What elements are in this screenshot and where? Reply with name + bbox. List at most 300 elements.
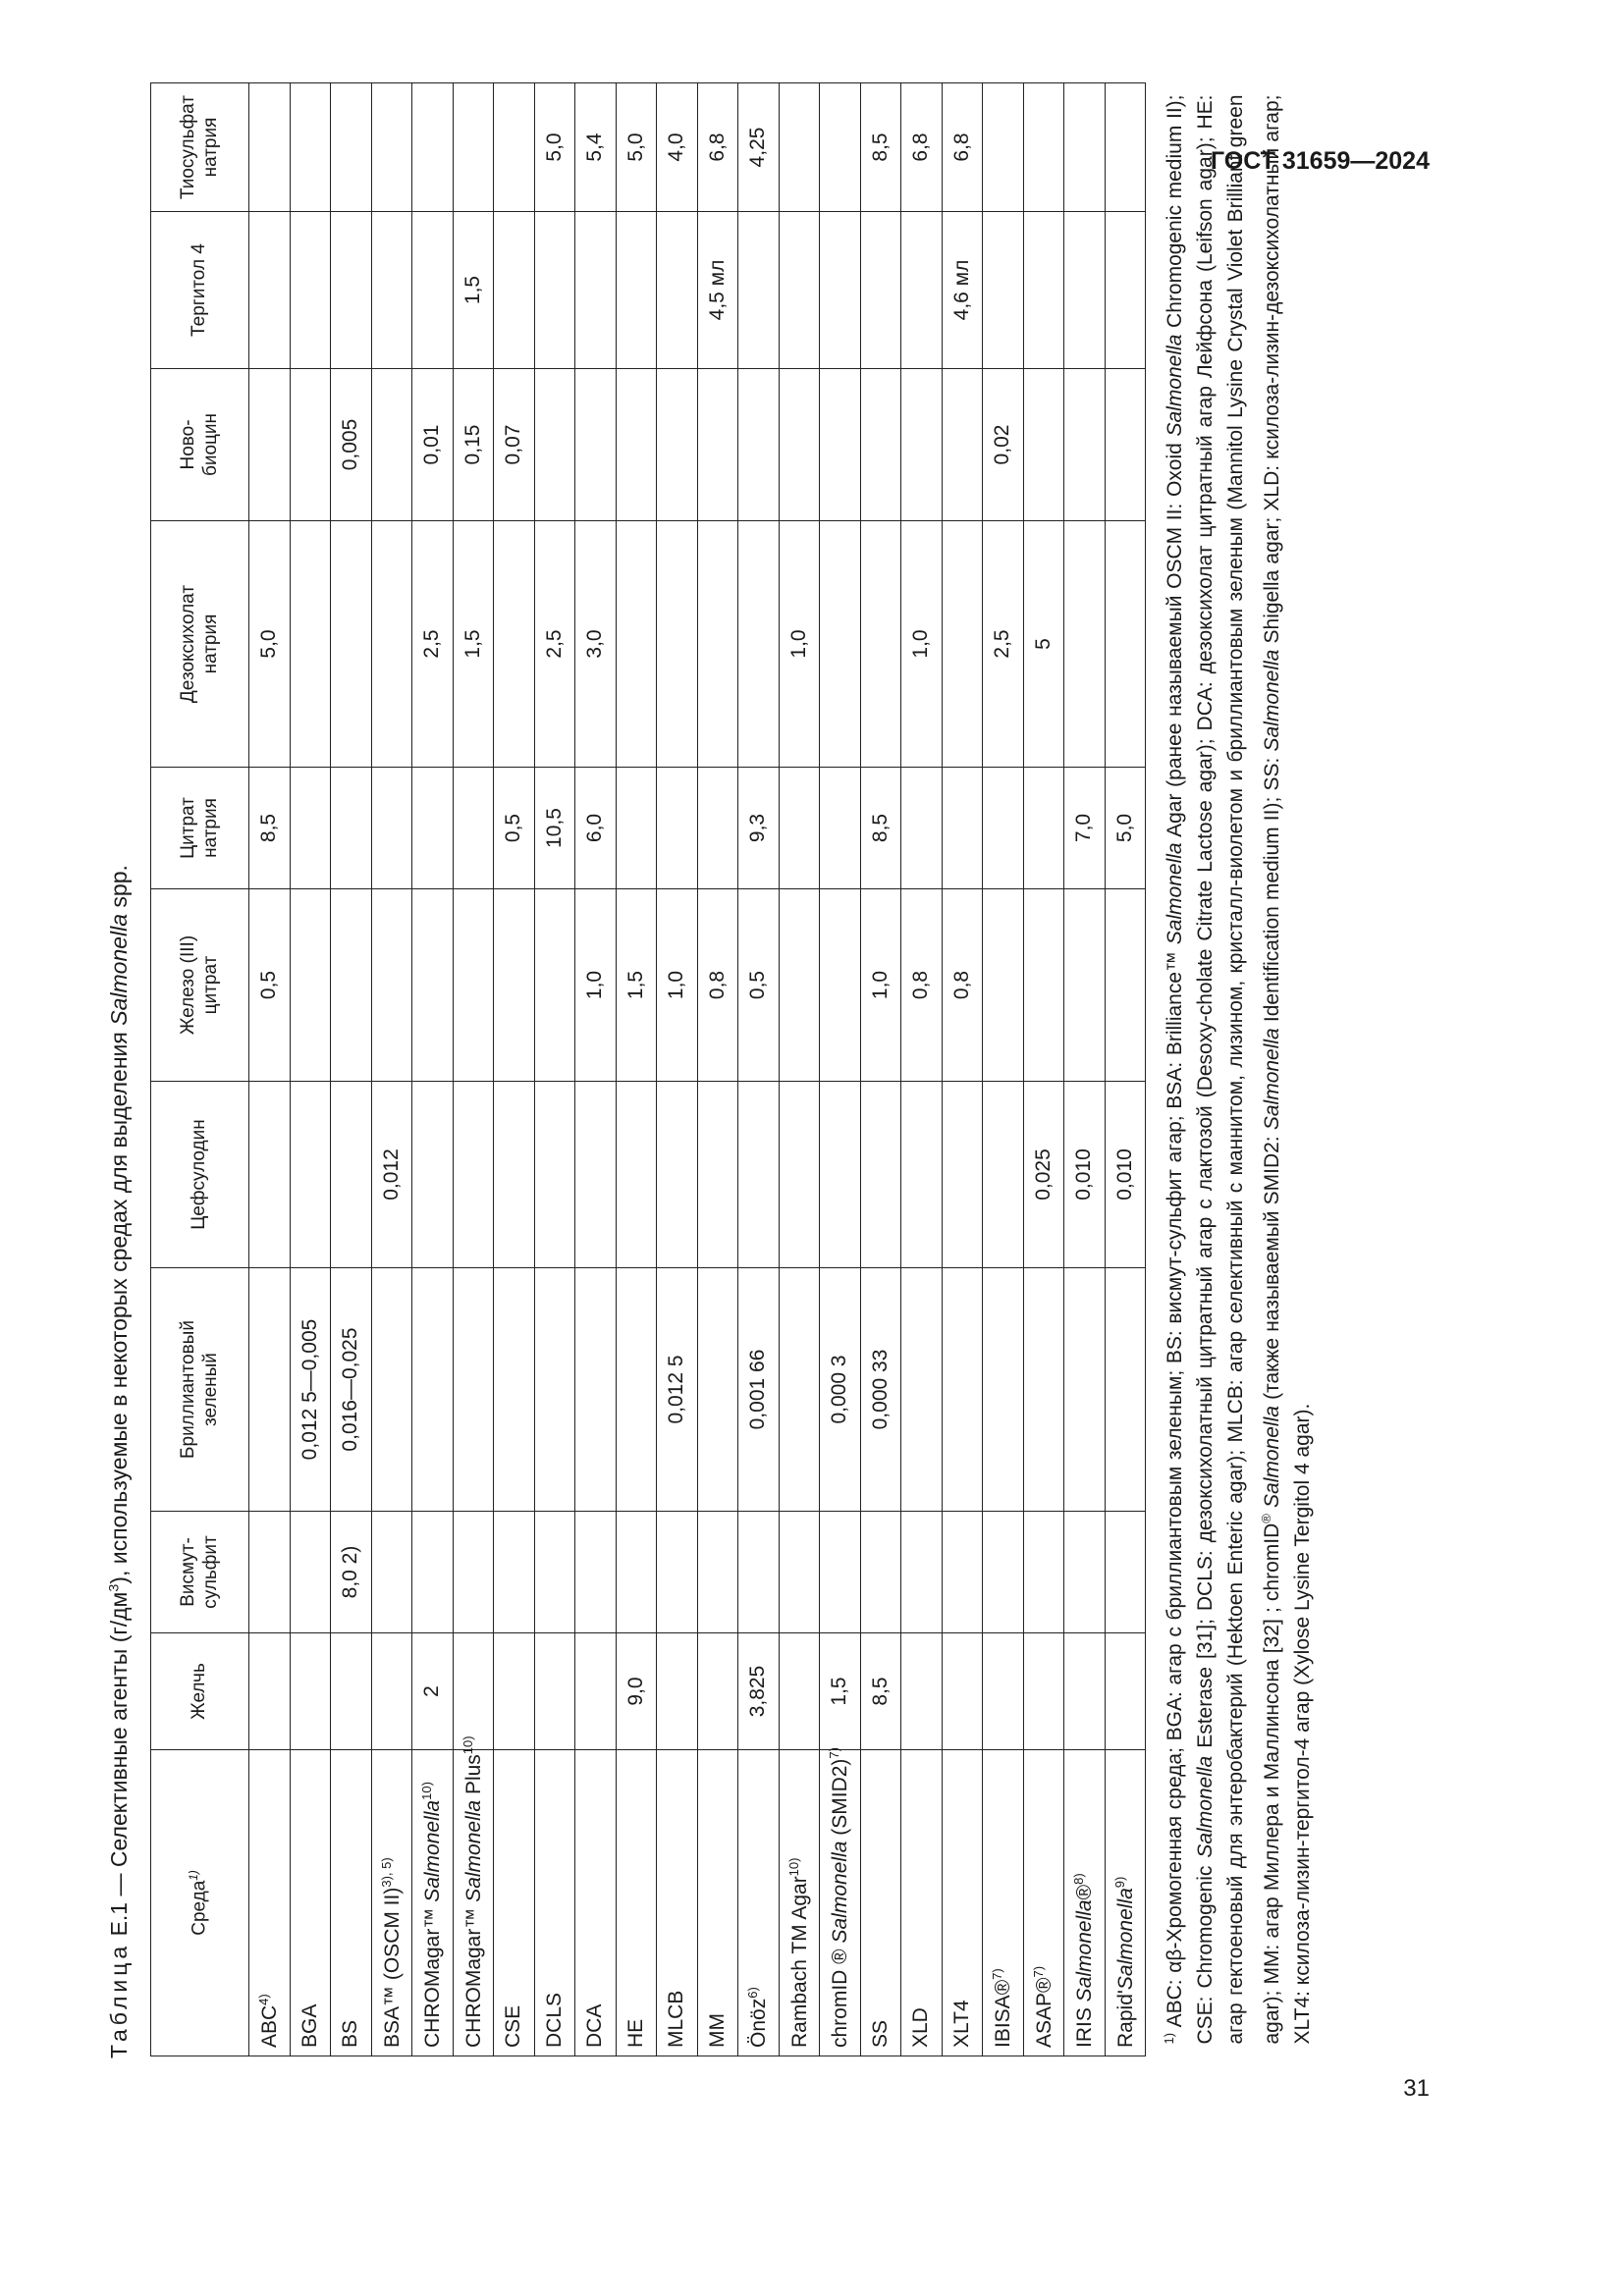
table-cell [901, 212, 943, 369]
table-cell: 8,5 [860, 83, 901, 212]
table-cell [942, 1512, 983, 1633]
table-cell [331, 889, 372, 1082]
medium-name-segment: BGA [298, 2003, 321, 2048]
table-cell [779, 1082, 820, 1268]
table-cell: 0,07 [494, 369, 535, 521]
table-cell [1023, 369, 1064, 521]
table-cell: 0,005 [331, 369, 372, 521]
table-cell [494, 1633, 535, 1750]
medium-name [290, 1750, 331, 2056]
table-cell: 1,0 [901, 521, 943, 768]
table-row [697, 83, 738, 2056]
table-cell: 1,5 [616, 889, 657, 1082]
table-cell [820, 369, 861, 521]
table-cell [697, 521, 738, 768]
medium-name [738, 1750, 780, 2056]
table-cell: 5,0 [534, 83, 575, 212]
footnote-segment: Salmonella [1194, 1755, 1217, 1858]
table-cell [1023, 1512, 1064, 1633]
table-cell [657, 1633, 698, 1750]
table-cell [860, 212, 901, 369]
table-cell: 0,8 [901, 889, 943, 1082]
table-cell [1105, 1633, 1146, 1750]
table-cell [290, 83, 331, 212]
table-cell [1023, 768, 1064, 889]
table-cell [412, 889, 454, 1082]
table-cell [820, 83, 861, 212]
footnote-segment: Salmonella [1164, 842, 1186, 945]
table-cell: 1,0 [860, 889, 901, 1082]
caption-text-mid: ), используемые в некоторых средах для выделения [106, 1025, 132, 1584]
table-cell [983, 1512, 1024, 1633]
table-cell [1064, 1512, 1106, 1633]
medium-name-segment: 7) [1030, 1965, 1046, 1978]
medium-name-segment: BSA™ (OSCM II) [380, 1887, 404, 2048]
footnote-segment: (также называемый SMID2: [1261, 1130, 1283, 1407]
table-cell [616, 768, 657, 889]
table-cell [494, 83, 535, 212]
footnote-segment: Salmonella [1261, 1028, 1283, 1131]
selective-agents-table [150, 82, 1326, 2056]
table-cell [697, 1268, 738, 1512]
header-iron-citrate: Железо (III) цитрат [151, 889, 249, 1082]
table-cell [697, 1512, 738, 1633]
table-cell [494, 212, 535, 369]
header-brilliant-green: Бриллиантовый зеленый [151, 1268, 249, 1512]
medium-name-segment: 8) [1071, 1873, 1087, 1885]
table-cell [697, 768, 738, 889]
medium-name [901, 1750, 943, 2056]
table-cell: 0,025 [1023, 1082, 1064, 1268]
medium-name-segment: Önöz [747, 1998, 771, 2048]
table-cell [290, 889, 331, 1082]
table-cell: 1,0 [779, 521, 820, 768]
footnote-segment: Agar (ранее называемый OSCM II: Oxoid [1164, 436, 1186, 843]
table-row [331, 83, 372, 2056]
table-cell [453, 889, 494, 1082]
caption-text-post: spp. [106, 865, 132, 914]
table-footnote [1146, 83, 1326, 2056]
table-cell [779, 1512, 820, 1633]
footnote-segment: ® [1259, 1514, 1273, 1523]
table-row [494, 83, 535, 2056]
table-cell [453, 1512, 494, 1633]
table-cell [942, 1268, 983, 1512]
table-cell [453, 768, 494, 889]
table-cell: 1,5 [453, 521, 494, 768]
table-cell [983, 212, 1024, 369]
table-cell [616, 1268, 657, 1512]
table-cell [738, 521, 780, 768]
table-cell [779, 83, 820, 212]
table-cell [1105, 212, 1146, 369]
table-cell [820, 889, 861, 1082]
table-cell [371, 521, 412, 768]
medium-name [657, 1750, 698, 2056]
table-cell: 0,5 [738, 889, 780, 1082]
table-cell [249, 1633, 291, 1750]
header-novobiocin: Ново- биоцин [151, 369, 249, 521]
table-cell [1023, 1268, 1064, 1512]
table-cell [779, 212, 820, 369]
table-cell [494, 1512, 535, 1633]
medium-name [942, 1750, 983, 2056]
table-cell [575, 369, 617, 521]
medium-name-segment: Salmonella [461, 1799, 485, 1902]
table-cell [860, 369, 901, 521]
table-cell [616, 521, 657, 768]
medium-name [371, 1750, 412, 2056]
footnote-segment: Chromogenic medium II); CSE: Chromogenic [1164, 94, 1217, 2045]
table-cell [290, 1512, 331, 1633]
table-cell [820, 1512, 861, 1633]
table-cell [371, 1512, 412, 1633]
table-cell [1105, 369, 1146, 521]
table-cell [290, 1633, 331, 1750]
table-cell [779, 768, 820, 889]
table-row [371, 83, 412, 2056]
table-cell: 4,25 [738, 83, 780, 212]
medium-name [1064, 1750, 1106, 2056]
table-cell [779, 1268, 820, 1512]
table-cell [657, 1082, 698, 1268]
table-cell: 3,0 [575, 521, 617, 768]
table-row [820, 83, 861, 2056]
table-cell [534, 212, 575, 369]
table-cell [983, 1633, 1024, 1750]
table-cell: 7,0 [1064, 768, 1106, 889]
table-cell [453, 1268, 494, 1512]
table-cell [534, 369, 575, 521]
header-cefsulodin: Цефсулодин [151, 1082, 249, 1268]
medium-name [494, 1750, 535, 2056]
table-cell [616, 212, 657, 369]
table-cell [1023, 212, 1064, 369]
footnote-segment: Salmonella [1261, 1406, 1283, 1508]
table-cell [697, 1633, 738, 1750]
medium-name-segment: ® [1073, 1884, 1097, 1900]
medium-name-segment: IRIS [1073, 2002, 1097, 2048]
table-cell: 2,5 [412, 521, 454, 768]
table-cell [1105, 889, 1146, 1082]
table-cell [657, 768, 698, 889]
medium-name-segment: 10) [785, 1857, 801, 1877]
medium-name [697, 1750, 738, 2056]
medium-name-segment: IBISA® [992, 1979, 1015, 2048]
table-cell [820, 521, 861, 768]
medium-name-segment: DCA [583, 2003, 607, 2048]
table-cell [575, 1268, 617, 1512]
table-cell [412, 1082, 454, 1268]
medium-name [331, 1750, 372, 2056]
table-cell: 0,000 3 [820, 1268, 861, 1512]
table-cell [331, 768, 372, 889]
table-cell [575, 1512, 617, 1633]
table-row [249, 83, 291, 2056]
table-cell: 0,8 [942, 889, 983, 1082]
medium-name-segment: 7) [990, 1968, 1005, 1980]
table-cell [860, 1512, 901, 1633]
table-header-row [151, 83, 249, 2056]
table-cell [412, 1268, 454, 1512]
table-cell [616, 1082, 657, 1268]
table-cell [860, 1082, 901, 1268]
table-cell [534, 1633, 575, 1750]
table-cell: 9,3 [738, 768, 780, 889]
table-cell: 4,5 мл [697, 212, 738, 369]
table-cell [1064, 1633, 1106, 1750]
table-cell: 4,0 [657, 83, 698, 212]
table-cell: 2,5 [534, 521, 575, 768]
table-cell: 3,825 [738, 1633, 780, 1750]
medium-name-segment: SS [868, 2019, 892, 2048]
table-cell [901, 369, 943, 521]
medium-name-segment: 9) [1111, 1876, 1127, 1889]
table-cell [1064, 83, 1106, 212]
table-cell [575, 212, 617, 369]
table-cell [412, 212, 454, 369]
table-cell: 8,5 [860, 768, 901, 889]
table-row [657, 83, 698, 2056]
table-row [290, 83, 331, 2056]
table-cell: 0,000 33 [860, 1268, 901, 1512]
table-cell [1064, 369, 1106, 521]
table-cell [290, 1082, 331, 1268]
table-cell [657, 369, 698, 521]
table-cell [249, 212, 291, 369]
table-caption [106, 865, 133, 2058]
table-cell: 0,01 [412, 369, 454, 521]
medium-name-segment: Plus [461, 1754, 485, 1800]
table-row [534, 83, 575, 2056]
medium-name [820, 1747, 861, 2056]
medium-name [779, 1750, 820, 2056]
table-cell [1105, 521, 1146, 768]
table-cell: 6,8 [697, 83, 738, 212]
table-cell: 0,15 [453, 369, 494, 521]
table-cell [1064, 889, 1106, 1082]
table-cell: 0,5 [249, 889, 291, 1082]
medium-name-segment: 3), 5) [378, 1857, 394, 1888]
table-cell [942, 521, 983, 768]
table-cell [942, 369, 983, 521]
table-row [412, 83, 454, 2056]
table-cell: 5,0 [1105, 768, 1146, 889]
table-cell: 6,8 [942, 83, 983, 212]
table-cell [290, 369, 331, 521]
table-cell [575, 1633, 617, 1750]
caption-sup: 3 [106, 1583, 123, 1592]
table-cell: 1,5 [453, 212, 494, 369]
medium-name [249, 1750, 291, 2056]
medium-name-segment: Rambach TM Agar [787, 1876, 811, 2048]
table-cell: 5,0 [249, 521, 291, 768]
table-cell [534, 1512, 575, 1633]
table-row [1064, 83, 1106, 2056]
table-cell [901, 1268, 943, 1512]
table-cell: 4,6 мл [942, 212, 983, 369]
medium-name [534, 1750, 575, 2056]
table-cell: 8,0 2) [331, 1512, 372, 1633]
table-cell [494, 1268, 535, 1512]
table-row [983, 83, 1024, 2056]
table-cell [779, 1633, 820, 1750]
medium-name-segment: 6) [745, 1987, 761, 1999]
table-cell: 0,02 [983, 369, 1024, 521]
table-cell [779, 369, 820, 521]
table-cell: 1,5 [820, 1633, 861, 1750]
caption-label: Таблица [106, 1942, 132, 2058]
table-row [616, 83, 657, 2056]
table-cell [983, 1082, 1024, 1268]
table-cell: 2 [412, 1633, 454, 1750]
medium-name [412, 1750, 454, 2056]
table-cell [983, 889, 1024, 1082]
table-cell [983, 768, 1024, 889]
table-cell [290, 768, 331, 889]
table-cell [738, 1082, 780, 1268]
table-cell [371, 369, 412, 521]
medium-name-segment: Salmonella [1113, 1888, 1137, 1991]
table-cell: 0,5 [494, 768, 535, 889]
table-cell [1023, 83, 1064, 212]
header-sodium-citrate: Цитрат натрия [151, 768, 249, 889]
table-cell [616, 1512, 657, 1633]
table-cell: 0,016—0,025 [331, 1268, 372, 1512]
medium-name-segment: MLCB [665, 1990, 688, 2048]
medium-name-segment: 10) [419, 1782, 435, 1800]
header-medium: Среда$^{1)}$ [151, 1750, 249, 2056]
table-cell [534, 1082, 575, 1268]
table-cell [575, 1082, 617, 1268]
table-row [575, 83, 617, 2056]
table-cell: 0,012 [371, 1082, 412, 1268]
table-cell [371, 889, 412, 1082]
table-cell [371, 1633, 412, 1750]
footnote-segment: Identification medium II); SS: [1261, 751, 1283, 1029]
medium-name-segment: HE [623, 2018, 647, 2048]
medium-name-segment: XLD [909, 2007, 933, 2048]
table-cell [494, 521, 535, 768]
footnote-segment: ABC: αβ-Хромогенная среда; BGA: агар с бриллиантовым зеленым; BS: висмут-сульфит агар; BSA: Brilliance™ [1164, 944, 1186, 2033]
table-cell [534, 1268, 575, 1512]
table-cell: 2,5 [983, 521, 1024, 768]
table-cell [697, 369, 738, 521]
table-cell [738, 369, 780, 521]
footnote-row [1146, 83, 1326, 2056]
table-cell [290, 521, 331, 768]
table-cell [779, 889, 820, 1082]
medium-name-segment: chromID ® [829, 1943, 852, 2048]
medium-name-segment: BS [339, 2019, 362, 2048]
table-cell [1105, 83, 1146, 212]
table-row [1105, 83, 1146, 2056]
table-cell: 1,0 [657, 889, 698, 1082]
medium-name [453, 1735, 494, 2056]
medium-name-segment: CHROMagar™ [421, 1901, 445, 2048]
table-cell [942, 768, 983, 889]
table-row [738, 83, 780, 2056]
medium-name-segment: CSE [502, 2004, 525, 2048]
medium-name [1105, 1750, 1146, 2056]
medium-name-segment: DCLS [542, 1992, 566, 2048]
medium-name [616, 1750, 657, 2056]
table-cell [1064, 212, 1106, 369]
table-body [249, 83, 1146, 2056]
table-cell [942, 1082, 983, 1268]
header-bismuth-sulfite: Висмут- сульфит [151, 1512, 249, 1633]
medium-name-segment: Salmonella [829, 1841, 852, 1944]
table-cell [331, 521, 372, 768]
header-sodium-thiosulfate: Тиосульфат натрия [151, 83, 249, 212]
table-cell [983, 1268, 1024, 1512]
header-sodium-deoxycholate: Дезоксихолат натрия [151, 521, 249, 768]
table-cell: 0,001 66 [738, 1268, 780, 1512]
table-cell: 10,5 [534, 768, 575, 889]
medium-name-segment: 10) [460, 1735, 475, 1755]
table-cell [249, 1512, 291, 1633]
table-cell [901, 1512, 943, 1633]
table-cell [942, 1633, 983, 1750]
table-cell [901, 1082, 943, 1268]
table-cell [331, 1082, 372, 1268]
footnote-segment: Esterase [31]; DCLS: дезоксихолатный цитратный агар с лактозой (Desoxy-cholate Citrate Lactose agar); DCA: дезоксихолат цитратный агар Лейфсона (Leifson agar); HE: агар гектоеновый для энтеробактерий (Hektoen Enteric agar); MLCB: агар селективный с маннитом, лизином, кристалл-виолетом и бриллиантовым зеленым (Mannitol Lysine Crystal Violet Brilliant green agar); MM: агар Миллера и Маллинсона [32] ; chromID [1194, 94, 1283, 2045]
table-row [901, 83, 943, 2056]
table-cell [616, 369, 657, 521]
table-cell [249, 83, 291, 212]
medium-name-segment: ABC [258, 2004, 282, 2048]
table-cell [820, 768, 861, 889]
table-row [1023, 83, 1064, 2056]
table-cell [657, 1512, 698, 1633]
medium-name-segment: Salmonella [421, 1799, 445, 1902]
table-cell [249, 1268, 291, 1512]
medium-name [860, 1750, 901, 2056]
medium-name-segment: 4) [256, 1994, 272, 2005]
table-row [453, 83, 494, 2056]
table-cell [860, 521, 901, 768]
table-cell [1105, 1512, 1146, 1633]
header-tergitol: Тергитол 4 [151, 212, 249, 369]
medium-name-segment: Rapid' [1113, 1990, 1137, 2048]
table-cell: 0,010 [1105, 1082, 1146, 1268]
table-cell [1105, 1268, 1146, 1512]
table-cell [1023, 1633, 1064, 1750]
table-cell: 6,8 [901, 83, 943, 212]
table-cell [1023, 889, 1064, 1082]
medium-name [575, 1750, 617, 2056]
table-cell: 5 [1023, 521, 1064, 768]
footnote-segment: Shigella agar; XLD: ксилоза-лизин-дезоксихолатный агар; XLT4: ксилоза-лизин-тергитол-4 агар (Xylose Lysine Tergitol 4 agar). [1261, 94, 1314, 2045]
caption-text: — Селективные агенты (г/дм [106, 1591, 132, 1896]
table-cell [371, 1268, 412, 1512]
table-cell [820, 1082, 861, 1268]
table-cell: 8,5 [249, 768, 291, 889]
table-cell: 1,0 [575, 889, 617, 1082]
table-cell [412, 768, 454, 889]
table-cell [249, 369, 291, 521]
table-row [860, 83, 901, 2056]
table-cell: 5,4 [575, 83, 617, 212]
page-number: 31 [1403, 2075, 1430, 2102]
table-cell [371, 83, 412, 212]
table-cell: 8,5 [860, 1633, 901, 1750]
table-cell [412, 83, 454, 212]
table-cell [657, 521, 698, 768]
table-cell [331, 212, 372, 369]
table-cell [331, 83, 372, 212]
table-cell: 0,012 5 [657, 1268, 698, 1512]
